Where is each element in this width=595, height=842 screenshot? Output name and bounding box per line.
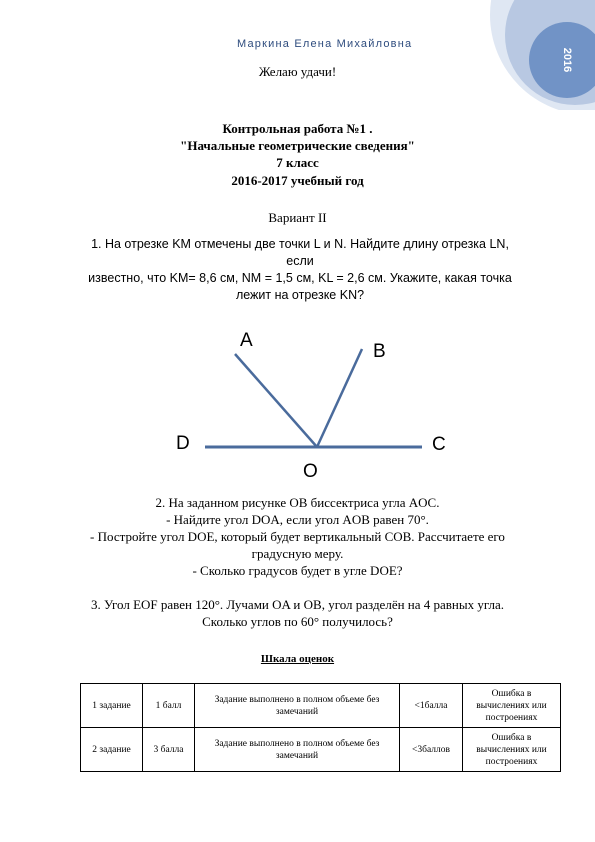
heading-year: 2016-2017 учебный год — [231, 173, 364, 188]
grading-table — [80, 683, 561, 772]
ray-oa — [235, 354, 317, 447]
table-row — [81, 684, 561, 728]
table-cell: <3баллов — [400, 728, 463, 772]
point-d-label: D — [176, 433, 190, 454]
task-1-line: 1. На отрезке KM отмечены две точки L и N. Найдите длину отрезка LN, если — [91, 237, 509, 268]
heading-title: Контрольная работа №1 . — [222, 121, 373, 136]
task-1-line: известно, что KM= 8,6 см, NM = 1,5 см, KL = 2,6 см. Укажите, какая точка — [88, 271, 512, 285]
task-2-line: - Постройте угол DOE, который будет вертикальный COB. Рассчитаете его — [90, 529, 505, 544]
table-cell: Ошибка в вычислениях или построениях — [463, 728, 561, 772]
table-cell: 1 задание — [81, 684, 143, 728]
point-b-label: B — [373, 341, 386, 362]
task-2 — [60, 494, 535, 579]
author-name: Маркина Елена Михайловна — [237, 38, 413, 50]
table-cell: 2 задание — [81, 728, 143, 772]
variant-label: Вариант II — [268, 210, 327, 225]
task-3 — [60, 596, 535, 630]
point-o-label: O — [303, 461, 318, 482]
task-1 — [80, 236, 520, 304]
point-a-label: A — [240, 330, 253, 351]
badge-year: 2016 — [561, 47, 574, 73]
table-cell: Задание выполнено в полном объеме без замечаний — [195, 684, 400, 728]
task-2-line: 2. На заданном рисунке OB биссектриса угла AOC. — [155, 495, 440, 510]
grading-title: Шкала оценок — [260, 653, 335, 665]
point-c-label: C — [432, 434, 446, 455]
table-cell: 1 балл — [143, 684, 195, 728]
year-badge — [485, 0, 595, 110]
table-cell: Задание выполнено в полном объеме без замечаний — [195, 728, 400, 772]
table-row — [81, 728, 561, 772]
heading-topic: "Начальные геометрические сведения" — [180, 138, 415, 153]
task-2-line: - Найдите угол DOA, если угол AOB равен 70°. — [166, 512, 429, 527]
angle-figure — [160, 322, 460, 487]
heading-grade: 7 класс — [276, 155, 319, 170]
ray-ob — [317, 349, 362, 447]
task-2-line: - Сколько градусов будет в угле DOE? — [192, 563, 403, 578]
task-3-line: 3. Угол EOF равен 120°. Лучами OA и OB, угол разделён на 4 равных угла. — [90, 597, 505, 612]
task-2-line: градусную меру. — [251, 546, 344, 561]
wish-text: Желаю удачи! — [258, 64, 337, 79]
table-cell: <1балла — [400, 684, 463, 728]
table-cell: 3 балла — [143, 728, 195, 772]
table-cell: Ошибка в вычислениях или построениях — [463, 684, 561, 728]
task-1-line: лежит на отрезке KN? — [235, 288, 365, 302]
task-3-line: Сколько углов по 60° получилось? — [202, 614, 393, 629]
